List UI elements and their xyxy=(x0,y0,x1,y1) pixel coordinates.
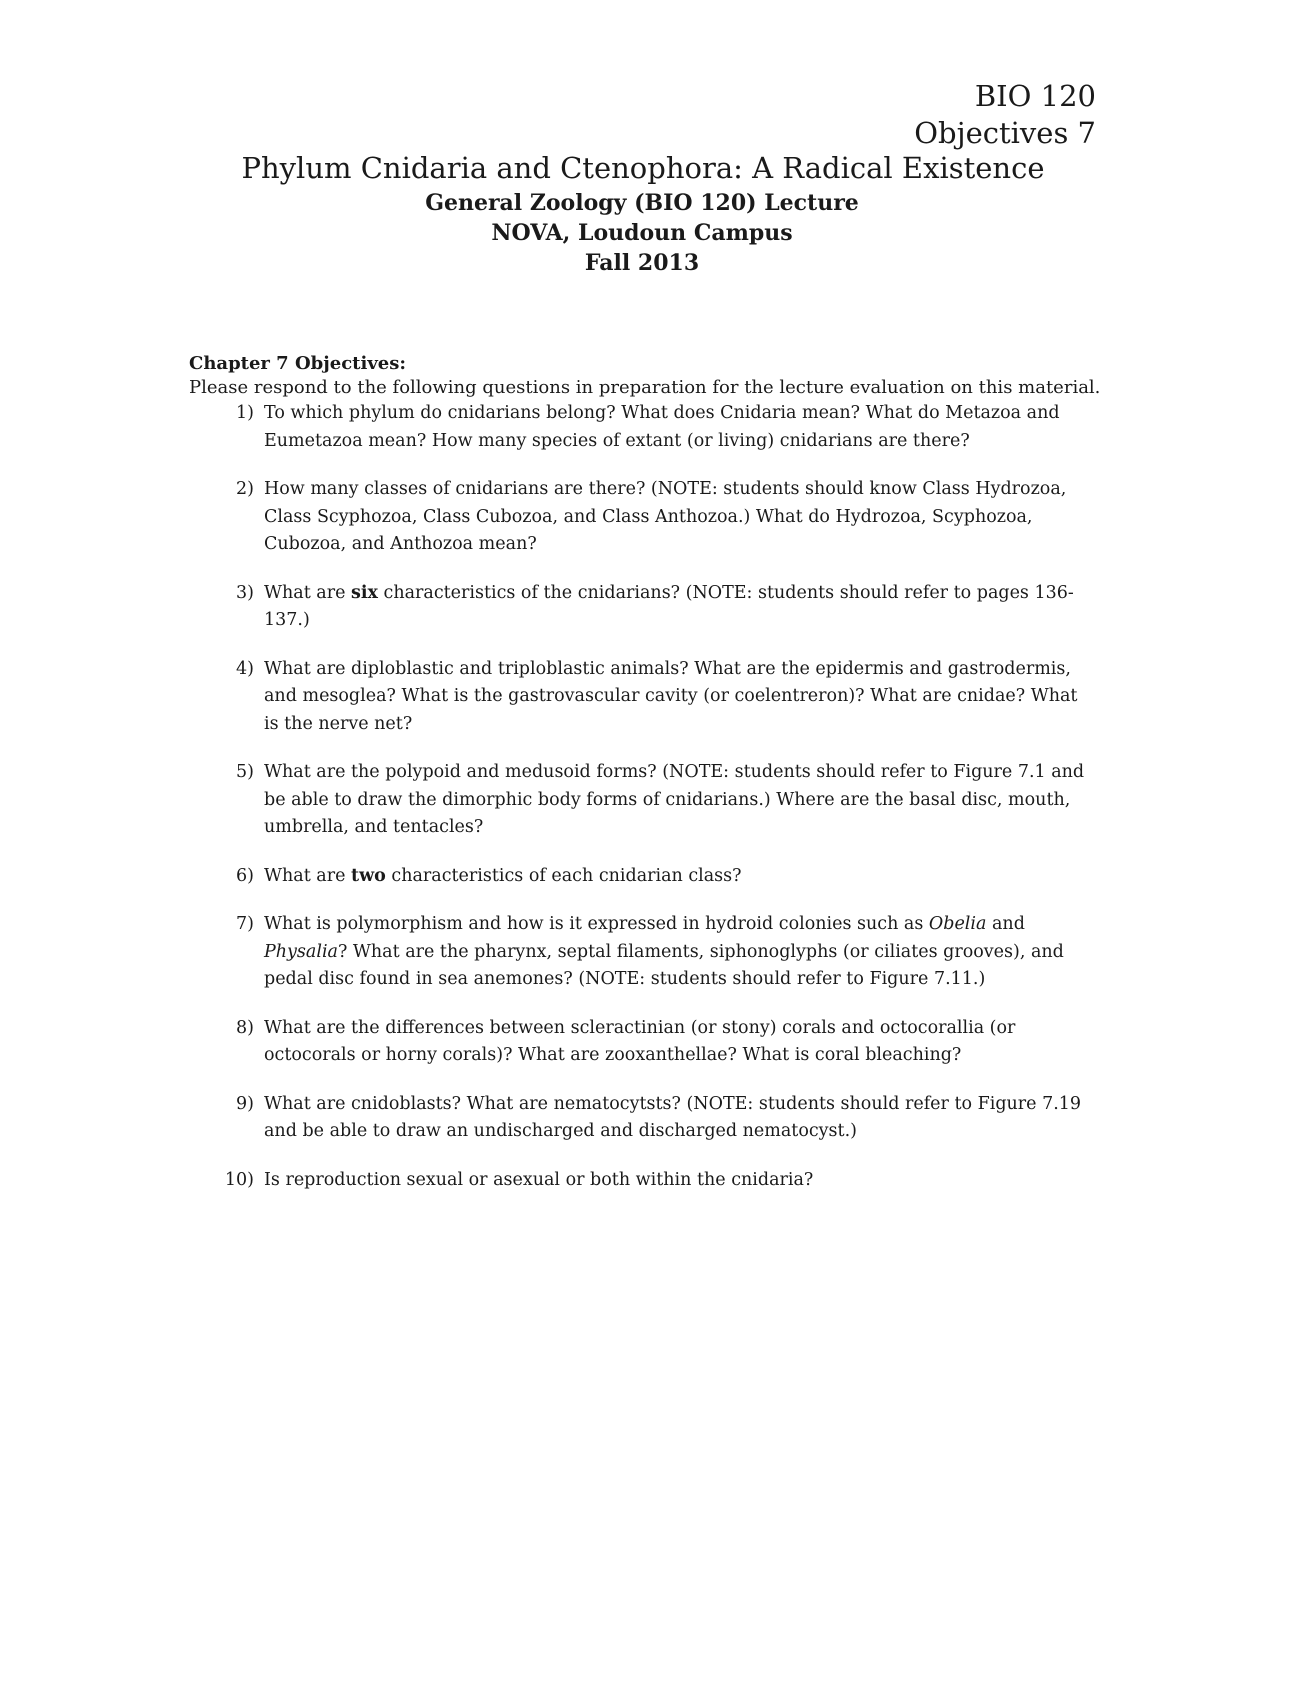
question-text xyxy=(264,1018,1015,1066)
question-text-part: To which phylum do cnidarians belong? What does Cnidaria mean? What do Metazoa and Eumetazoa mean? How many species of extant (or living) cnidarians are there? xyxy=(264,403,1060,451)
question-text xyxy=(264,914,1064,989)
objectives-number: Objectives 7 xyxy=(914,116,1096,150)
question-item xyxy=(224,911,1094,994)
question-text-part: and xyxy=(986,914,1025,934)
question-number: 5) xyxy=(236,762,254,782)
question-item xyxy=(224,1015,1094,1070)
question-item xyxy=(224,580,1094,635)
document-title: Phylum Cnidaria and Ctenophora: A Radical Existence xyxy=(241,151,1045,185)
question-text-part: What are the differences between scleractinian (or stony) corals and octocorallia (or octocorals or horny corals)? What are zooxanthellae? What is coral bleaching? xyxy=(264,1017,1016,1065)
term-subtitle: Fall 2013 xyxy=(584,250,700,276)
question-text-part: What are xyxy=(264,582,352,603)
course-code: BIO 120 xyxy=(974,79,1096,113)
question-text-part: What are the polypoid and medusoid forms? (NOTE: students should refer to Figure 7.1 and be able to draw the dimorphic body forms of cnidarians.) Where are the basal disc, mouth, umbrella, and tentacles? xyxy=(264,762,1085,837)
question-text-part: How many classes of cnidarians are there? (NOTE: students should know Class Hydrozoa, Class Scyphozoa, Class Cubozoa, and Class Anthozoa.) What do Hydrozoa, Scyphozoa, Cubozoa, and Anthozoa mean? xyxy=(264,479,1067,554)
question-item xyxy=(224,656,1094,739)
question-text xyxy=(264,1170,813,1190)
course-subtitle: General Zoology (BIO 120) Lecture xyxy=(425,190,859,216)
question-list xyxy=(224,400,1094,1215)
question-text-part: characteristics of each cnidarian class? xyxy=(385,865,742,886)
campus-subtitle: NOVA, Loudoun Campus xyxy=(491,220,793,246)
emphasis-bold: two xyxy=(351,865,386,886)
question-text xyxy=(264,403,1060,451)
question-item xyxy=(224,1091,1094,1146)
intro-text: Please respond to the following questions in preparation for the lecture evaluation on this material. xyxy=(189,377,1101,398)
question-text xyxy=(264,866,742,886)
question-item xyxy=(224,759,1094,842)
question-item xyxy=(224,1167,1094,1195)
question-number: 3) xyxy=(236,582,254,603)
question-text xyxy=(264,659,1077,734)
question-number: 6) xyxy=(236,865,254,886)
question-text-part: What are diploblastic and triploblastic animals? What are the epidermis and gastrodermis, and mesoglea? What is the gastrovascular cavity (or coelentreron)? What are cnidae? What is the nerve net? xyxy=(264,658,1078,734)
question-text xyxy=(264,1094,1081,1142)
course-label xyxy=(914,78,1096,152)
question-number: 9) xyxy=(236,1093,254,1114)
section-heading: Chapter 7 Objectives: xyxy=(189,353,407,374)
question-text xyxy=(264,583,1074,631)
question-text-part: characteristics of the cnidarians? (NOTE: students should refer to pages 136-137.) xyxy=(264,582,1074,630)
emphasis-bold: six xyxy=(351,582,378,603)
question-item xyxy=(224,400,1094,455)
question-text xyxy=(264,762,1084,837)
question-text-part: What is polymorphism and how is it expressed in hydroid colonies such as xyxy=(264,914,929,934)
question-text-part: ? What are the pharynx, septal filaments, siphonoglyphs (or ciliates grooves), and pedal disc found in sea anemones? (NOTE: students should refer to Figure 7.11.) xyxy=(264,941,1064,989)
question-item xyxy=(224,476,1094,559)
question-number: 1) xyxy=(236,403,254,423)
question-number: 4) xyxy=(236,658,254,679)
question-text-part: What are xyxy=(264,865,352,886)
question-number: 10) xyxy=(224,1169,254,1190)
emphasis-italic: Obelia xyxy=(928,914,987,934)
question-text xyxy=(264,479,1066,554)
question-number: 2) xyxy=(236,479,254,499)
question-item xyxy=(224,863,1094,891)
question-number: 7) xyxy=(236,914,254,934)
question-text-part: Is reproduction sexual or asexual or both within the cnidaria? xyxy=(264,1169,814,1190)
emphasis-italic: Physalia xyxy=(264,941,338,962)
question-number: 8) xyxy=(236,1017,254,1038)
question-text-part: What are cnidoblasts? What are nematocytsts? (NOTE: students should refer to Figure 7.19 and be able to draw an undischarged and discharged nematocyst.) xyxy=(264,1093,1082,1141)
